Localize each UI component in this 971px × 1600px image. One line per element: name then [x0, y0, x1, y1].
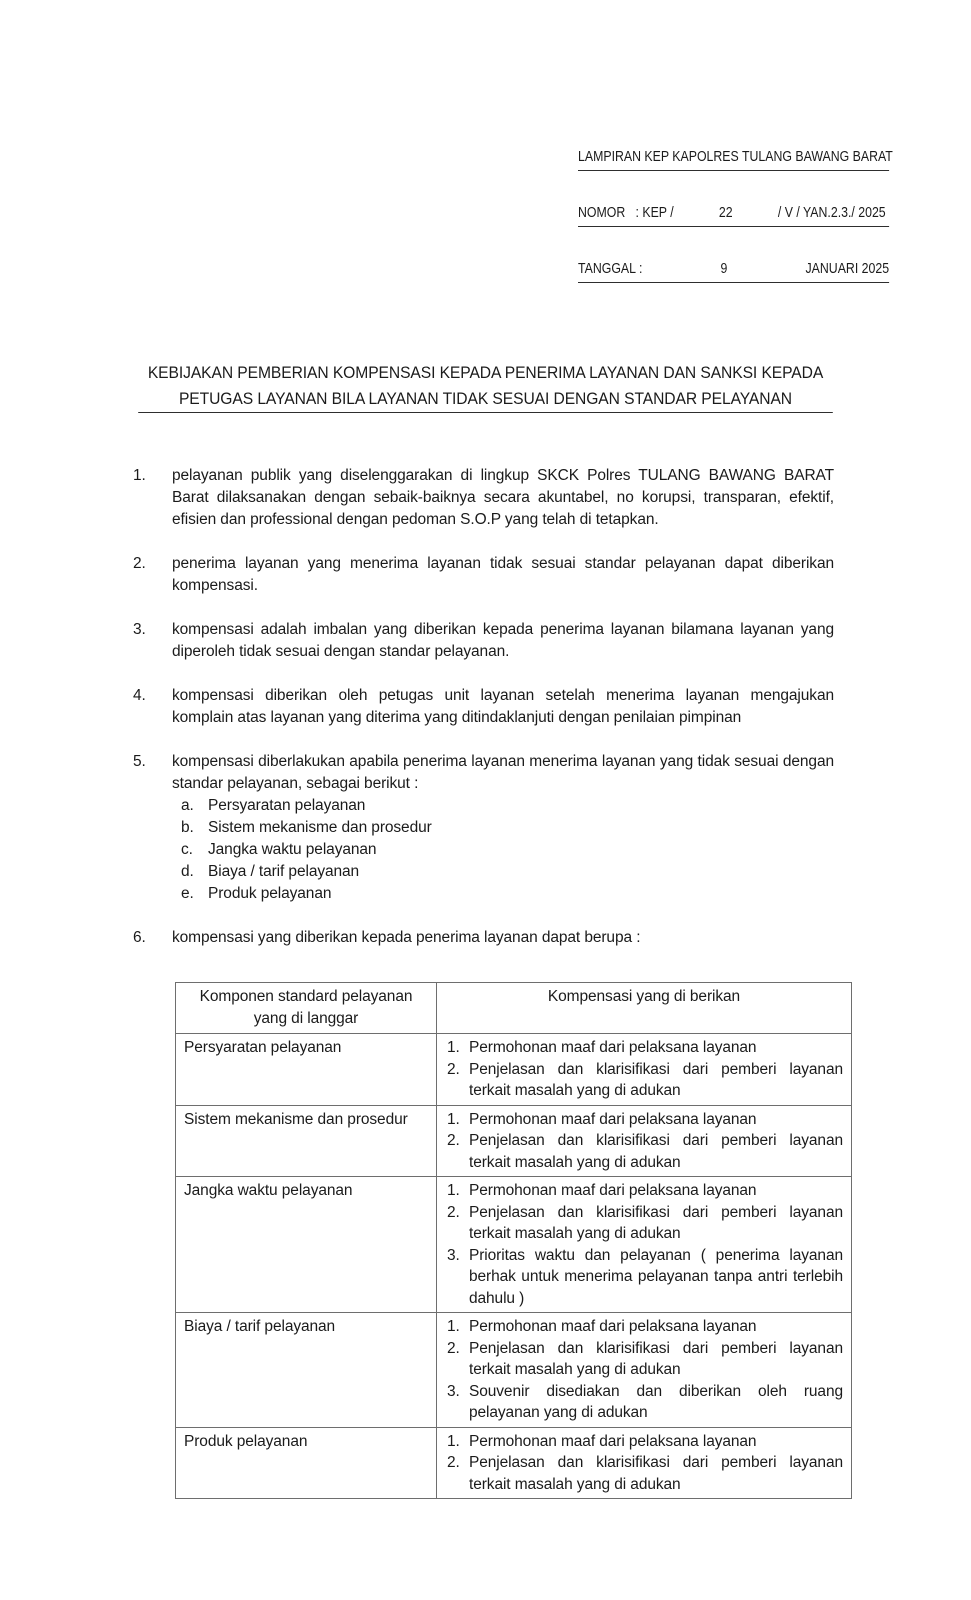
item-text-body: kompensasi diberlakukan apabila penerima layanan menerima layanan yang tidak sesuai dengan standar pelayanan, sebagai berikut : — [172, 753, 834, 792]
list-item — [447, 1452, 843, 1495]
policy-item-4 — [133, 685, 834, 729]
list-item — [447, 1059, 843, 1102]
header-component-line2: yang di langgar — [253, 1009, 359, 1027]
list-item — [447, 1130, 843, 1173]
list-item-number: 1. — [447, 1318, 460, 1335]
sub-item-b — [172, 817, 834, 839]
item-text: kompensasi adalah imbalan yang diberikan kepada penerima layanan bilamana layanan yang diperoleh tidak sesuai dengan standar pelayanan. — [172, 621, 834, 660]
component-cell: Biaya / tarif pelayanan — [176, 1313, 437, 1428]
item-number: 3. — [133, 621, 146, 638]
list-item-text: Penjelasan dan klarisifikasi dari pemberi layanan terkait masalah yang di adukan — [469, 1060, 843, 1099]
nomor-number: 22 — [718, 205, 733, 221]
compensation-cell — [437, 1177, 852, 1313]
list-item-text: Prioritas waktu dan pelayanan ( penerima layanan berhak untuk menerima pelayanan tanpa antri terlebih dahulu ) — [469, 1246, 843, 1307]
list-item-number: 2. — [447, 1454, 460, 1471]
header-component-line1: Komponen standard pelayanan — [199, 988, 413, 1005]
list-item-text: Permohonan maaf dari pelaksana layanan — [469, 1039, 757, 1056]
list-item-number: 1. — [447, 1182, 460, 1199]
list-item — [447, 1180, 843, 1202]
list-item-text: Penjelasan dan klarisifikasi dari pemberi layanan terkait masalah yang di adukan — [469, 1132, 843, 1171]
list-item-number: 3. — [447, 1382, 460, 1400]
tanggal-label: TANGGAL : — [578, 261, 643, 277]
policy-item-1 — [133, 465, 834, 531]
title-line-2-text: PETUGAS LAYANAN BILA LAYANAN TIDAK SESUAI DENGAN STANDAR PELAYANAN — [138, 386, 832, 413]
policy-item-5 — [133, 751, 834, 905]
compensation-cell — [437, 1313, 852, 1428]
sub-item-text: Sistem mekanisme dan prosedur — [208, 819, 432, 836]
sub-item-c — [172, 839, 834, 861]
list-item-number: 3. — [447, 1246, 460, 1264]
compensation-table — [175, 982, 852, 1499]
nomor-label: NOMOR : KEP / — [578, 205, 674, 221]
list-item — [447, 1381, 843, 1424]
list-item-number: 2. — [447, 1132, 460, 1149]
list-item-text: Permohonan maaf dari pelaksana layanan — [469, 1110, 757, 1128]
sub-list — [172, 795, 834, 905]
sub-item-letter: e. — [181, 885, 194, 902]
list-item-number: 2. — [447, 1060, 460, 1078]
sub-item-text: Persyaratan pelayanan — [208, 797, 366, 814]
sub-item-text: Produk pelayanan — [208, 885, 332, 902]
list-item-text: Permohonan maaf dari pelaksana layanan — [469, 1432, 757, 1450]
document-title — [39, 360, 932, 413]
sub-item-letter: d. — [181, 863, 194, 880]
sub-item-d — [172, 861, 834, 883]
item-text — [172, 751, 834, 905]
header-component-cell — [176, 983, 437, 1034]
item-text: pelayanan publik yang diselenggarakan di lingkup SKCK Polres TULANG BAWANG BARAT Barat dilaksanakan dengan sebaik-baiknya secara akuntabel, no korupsi, transparan, efektif, efisien dan professional dengan pedoman S.O.P yang telah di tetapkan. — [172, 467, 834, 528]
table-row-persyaratan — [176, 1034, 852, 1106]
list-item-number: 1. — [447, 1039, 460, 1056]
list-item-text: Permohonan maaf dari pelaksana layanan — [469, 1182, 757, 1199]
component-cell: Jangka waktu pelayanan — [176, 1177, 437, 1313]
list-item — [447, 1037, 843, 1059]
nomor-line — [578, 203, 889, 227]
item-number: 5. — [133, 753, 146, 770]
list-item-text: Permohonan maaf dari pelaksana layanan — [469, 1318, 757, 1335]
list-item — [447, 1245, 843, 1310]
tanggal-month: JANUARI 2025 — [805, 261, 890, 277]
compensation-cell — [437, 1105, 852, 1177]
list-item — [447, 1316, 843, 1338]
lampiran-text: LAMPIRAN KEP KAPOLRES TULANG BAWANG BARAT — [578, 149, 893, 165]
list-item — [447, 1338, 843, 1381]
table-row-sistem — [176, 1105, 852, 1177]
sub-item-e — [172, 883, 834, 905]
table-row-jangka-waktu — [176, 1177, 852, 1313]
item-number: 4. — [133, 687, 146, 704]
item-text: penerima layanan yang menerima layanan tidak sesuai standar pelayanan dapat diberikan kompensasi. — [172, 555, 834, 594]
policy-items — [133, 465, 834, 949]
list-item-text: Penjelasan dan klarisifikasi dari pemberi layanan terkait masalah yang di adukan — [469, 1454, 843, 1493]
item-number: 6. — [133, 929, 146, 946]
list-item — [447, 1431, 843, 1453]
title-line-1: KEBIJAKAN PEMBERIAN KOMPENSASI KEPADA PENERIMA LAYANAN DAN SANKSI KEPADA — [147, 363, 824, 382]
component-cell: Sistem mekanisme dan prosedur — [176, 1105, 437, 1177]
lampiran-line — [578, 147, 893, 171]
list-item-text: Penjelasan dan klarisifikasi dari pemberi layanan terkait masalah yang di adukan — [469, 1339, 843, 1378]
tanggal-line — [578, 259, 889, 283]
compensation-cell — [437, 1034, 852, 1106]
list-item-number: 2. — [447, 1339, 460, 1357]
list-item-text: Souvenir disediakan dan diberikan oleh ruang pelayanan yang di adukan — [469, 1382, 843, 1421]
compensation-cell — [437, 1427, 852, 1499]
item-number: 2. — [133, 555, 146, 572]
list-item-number: 1. — [447, 1432, 460, 1450]
list-item-text: Penjelasan dan klarisifikasi dari pemberi layanan terkait masalah yang di adukan — [469, 1203, 843, 1242]
item-text: kompensasi diberikan oleh petugas unit layanan setelah menerima layanan mengajukan komplain atas layanan yang diterima yang ditindaklanjuti dengan penilaian pimpinan — [172, 687, 834, 726]
table-header-row — [176, 983, 852, 1034]
nomor-suffix: / V / YAN.2.3./ 2025 — [777, 205, 890, 221]
list-item-number: 1. — [447, 1110, 460, 1128]
tanggal-day: 9 — [720, 261, 728, 277]
title-line-2 — [39, 386, 932, 413]
list-item — [447, 1109, 843, 1131]
policy-item-3 — [133, 619, 834, 663]
lampiran-block — [578, 115, 893, 315]
policy-item-6 — [133, 927, 834, 949]
sub-item-letter: b. — [181, 819, 194, 836]
sub-item-text: Biaya / tarif pelayanan — [208, 863, 360, 880]
policy-item-2 — [133, 553, 834, 597]
sub-item-a — [172, 795, 834, 817]
list-item — [447, 1202, 843, 1245]
sub-item-text: Jangka waktu pelayanan — [208, 841, 377, 858]
component-cell: Produk pelayanan — [176, 1427, 437, 1499]
sub-item-letter: c. — [181, 841, 193, 858]
table-row-produk — [176, 1427, 852, 1499]
item-number: 1. — [133, 467, 146, 484]
header-compensation-cell: Kompensasi yang di berikan — [437, 983, 852, 1034]
component-cell: Persyaratan pelayanan — [176, 1034, 437, 1106]
table-row-biaya — [176, 1313, 852, 1428]
list-item-number: 2. — [447, 1203, 460, 1221]
item-text: kompensasi yang diberikan kepada penerima layanan dapat berupa : — [172, 929, 641, 946]
sub-item-letter: a. — [181, 797, 194, 814]
